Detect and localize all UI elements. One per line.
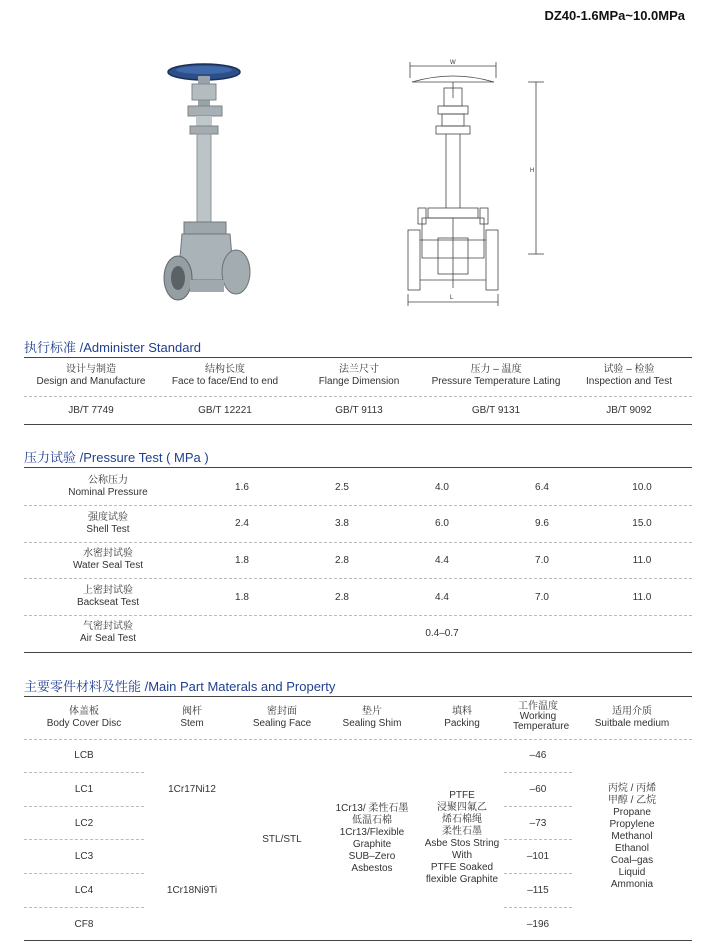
packing-material: PTFE 浸聚四氟乙 烯石棉绳 柔性石墨 Asbe Stos String With PTFE Soaked flexible Graphite — [424, 790, 500, 885]
shim-material: 1Cr13/ 柔性石墨 低温石棉 1Cr13/Flexible Graphite SUB–Zero Asbestos — [335, 803, 409, 874]
dim-h-label: H — [530, 168, 535, 174]
materials-header-face: 密封面 Sealing Face — [252, 706, 312, 729]
standard-header-test: 试验 – 检验 Inspection and Test — [586, 364, 672, 387]
pressure-value: 2.5 — [335, 482, 349, 493]
pressure-value: 4.4 — [435, 555, 449, 566]
pressure-value: 7.0 — [535, 592, 549, 603]
pressure-value: 9.6 — [535, 518, 549, 529]
materials-header-packing: 填料 Packing — [444, 706, 480, 729]
materials-header-shim: 垫片 Sealing Shim — [342, 706, 402, 729]
standard-top-rule — [24, 357, 692, 358]
standard-value: GB/T 9131 — [471, 405, 521, 416]
body-material: LC4 — [74, 885, 94, 896]
materials-header-body: 体盖板 Body Cover Disc — [46, 706, 122, 729]
dimension-drawing — [398, 58, 558, 308]
materials-title: 主要零件材料及性能 /Main Part Materals and Property — [24, 679, 336, 694]
pressure-top-rule — [24, 467, 692, 468]
standard-header-face: 结构长度 Face to face/End to end — [171, 364, 279, 387]
standard-title: 执行标准 /Administer Standard — [24, 340, 202, 355]
dim-w-label: W — [450, 60, 456, 66]
working-temp: –196 — [526, 919, 550, 930]
model-title: DZ40-1.6MPa~10.0MPa — [544, 8, 685, 23]
pressure-value: 3.8 — [335, 518, 349, 529]
body-material: LC3 — [74, 851, 94, 862]
pressure-value: 2.4 — [235, 518, 249, 529]
body-material: LC2 — [74, 818, 94, 829]
pressure-value: 1.6 — [235, 482, 249, 493]
sealing-face-material: STL/STL — [262, 834, 302, 845]
pressure-value: 1.8 — [235, 555, 249, 566]
pressure-value: 10.0 — [632, 482, 652, 493]
pressure-value: 15.0 — [632, 518, 652, 529]
materials-header-temp: 工作温度 Working Temperature — [513, 701, 570, 732]
working-temp: –115 — [527, 885, 549, 896]
pressure-value: 4.0 — [435, 482, 449, 493]
materials-header-medium: 适用介质 Suitbale medium — [594, 706, 670, 729]
suitable-medium: 丙烷 / 丙烯 甲醇 / 乙烷 Propane Propylene Methanol Ethanol Coal–gas Liquid Ammonia — [607, 783, 657, 890]
standard-value: GB/T 12221 — [198, 405, 252, 416]
pressure-value: 2.8 — [335, 555, 349, 566]
body-material: CF8 — [74, 919, 94, 930]
standard-value: JB/T 9092 — [606, 405, 652, 416]
working-temp: –73 — [529, 818, 547, 829]
standard-value: GB/T 9113 — [335, 405, 383, 416]
pressure-row-label: 水密封试验 Water Seal Test — [72, 548, 144, 571]
working-temp: –60 — [529, 784, 547, 795]
pressure-value: 6.4 — [535, 482, 549, 493]
materials-top-rule — [24, 696, 692, 697]
valve-photo — [160, 58, 270, 308]
stem-material-a: 1Cr17Ni12 — [168, 784, 216, 795]
pressure-value: 1.8 — [235, 592, 249, 603]
dim-l-label: L — [450, 295, 454, 301]
air-seal-value: 0.4–0.7 — [425, 628, 459, 639]
materials-header-stem: 阀杆 Stem — [180, 706, 204, 729]
pressure-value: 2.8 — [335, 592, 349, 603]
pressure-value: 4.4 — [435, 592, 449, 603]
stem-material-b: 1Cr18Ni9Ti — [166, 885, 218, 896]
pressure-row-label: 上密封试验 Backseat Test — [76, 585, 140, 608]
pressure-value: 6.0 — [435, 518, 449, 529]
standard-header-pressure: 压力 – 温度 Pressure Temperature Lating — [431, 364, 561, 387]
materials-bottom-rule — [24, 940, 692, 941]
pressure-row-label: 气密封试验 Air Seal Test — [80, 621, 136, 644]
body-material: LCB — [74, 750, 94, 761]
pressure-title: 压力试验 /Pressure Test ( MPa ) — [24, 450, 209, 465]
body-material: LC1 — [74, 784, 94, 795]
working-temp: –46 — [529, 750, 547, 761]
pressure-value: 11.0 — [632, 592, 652, 603]
standard-value: JB/T 7749 — [68, 405, 114, 416]
pressure-value: 7.0 — [535, 555, 549, 566]
pressure-value: 11.0 — [632, 555, 652, 566]
pressure-row-label: 公称压力 Nominal Pressure — [68, 475, 148, 498]
standard-header-flange: 法兰尺寸 Flange Dimension — [318, 364, 400, 387]
pressure-row-label: 强度试验 Shell Test — [86, 512, 130, 535]
working-temp: –101 — [526, 851, 550, 862]
standard-header-design: 设计与制造 Design and Manufacture — [36, 364, 146, 387]
